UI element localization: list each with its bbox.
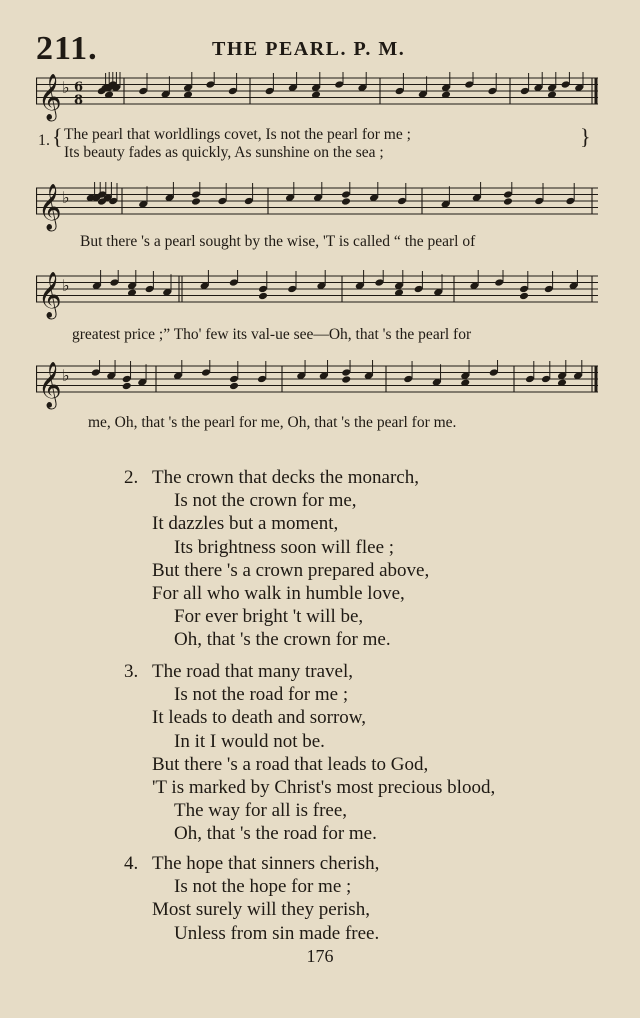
verse-line: In it I would not be. — [174, 730, 325, 752]
note-head — [519, 292, 529, 301]
treble-clef-icon: 𝄞 — [38, 74, 62, 120]
verse-line: The way for all is free, — [174, 800, 348, 822]
treble-clef-icon: 𝄞 — [38, 362, 62, 408]
verse-line: Its brightness soon will flee ; — [174, 536, 395, 558]
verse-line: Is not the road for me ; — [174, 684, 349, 706]
note-head — [503, 197, 513, 206]
time-signature-bottom: 8 — [74, 93, 84, 108]
brace-right: } — [580, 124, 591, 149]
music-system-3 — [36, 270, 602, 350]
note-head — [122, 382, 132, 391]
verse-line: It dazzles but a moment, — [152, 513, 339, 535]
verse-line: For all who walk in humble love, — [152, 583, 405, 605]
verse-line: The road that many travel, — [152, 661, 354, 682]
brace-left: { — [52, 124, 63, 149]
verse-3 — [124, 660, 495, 846]
verse-line: Oh, that 's the crown for me. — [174, 629, 391, 651]
treble-clef-icon: 𝄞 — [38, 272, 62, 318]
music-staff — [36, 72, 602, 122]
verse-number: 2. — [124, 467, 139, 488]
page-number: 176 — [306, 946, 334, 966]
verse-4 — [124, 852, 379, 945]
verse-line: The hope that sinners cherish, — [152, 853, 380, 874]
note-head — [191, 197, 201, 206]
music-system-1 — [36, 72, 602, 167]
verse-number: 4. — [124, 853, 139, 874]
music-system-2 — [36, 182, 602, 262]
music-staff — [36, 182, 602, 232]
note-head — [258, 292, 268, 301]
lyric-line-4: me, Oh, that 's the pearl for me, Oh, that 's the pearl for me. — [88, 414, 457, 431]
note-head — [341, 375, 351, 384]
hymn-header — [36, 30, 610, 70]
verse-line: Is not the hope for me ; — [174, 876, 352, 898]
verse-number: 3. — [124, 661, 139, 682]
hymn-number: 211. — [36, 30, 98, 67]
music-staff — [36, 270, 602, 320]
music-staff — [36, 360, 602, 410]
flat-sign-icon: ♭ — [62, 78, 70, 97]
verse-line: It leads to death and sorrow, — [152, 707, 367, 729]
lyric-line-1a: The pearl that worldlings covet, Is not the pearl for me ; — [64, 126, 411, 143]
flat-sign-icon: ♭ — [62, 276, 70, 295]
note-head — [229, 382, 239, 391]
verse-line: For ever bright 't will be, — [174, 606, 364, 628]
verse-line: Unless from sin made free. — [174, 922, 380, 944]
time-signature-top: 6 — [74, 80, 84, 95]
verse-line: But there 's a crown prepared above, — [152, 559, 430, 581]
verse-line: 'T is marked by Christ's most precious blood, — [152, 777, 496, 799]
verse-line: Oh, that 's the road for me. — [174, 823, 377, 845]
lyric-line-3: greatest price ;” Tho' few its val-ue see—Oh, that 's the pearl for — [72, 326, 472, 343]
verse-line: The crown that decks the monarch, — [152, 467, 419, 488]
lyric-line-1b: Its beauty fades as quickly, As sunshine on the sea ; — [64, 144, 384, 161]
verse-2 — [124, 466, 429, 652]
treble-clef-icon: 𝄞 — [38, 184, 62, 230]
lyric-line-2: But there 's a pearl sought by the wise, 'T is called “ the pearl of — [80, 233, 476, 250]
verse-line: But there 's a road that leads to God, — [152, 753, 429, 775]
verse-line: Is not the crown for me, — [174, 490, 357, 512]
verse-line: Most surely will they perish, — [152, 899, 370, 921]
note-head — [341, 197, 351, 206]
flat-sign-icon: ♭ — [62, 366, 70, 385]
flat-sign-icon: ♭ — [62, 188, 70, 207]
verse-label: 1. — [38, 132, 50, 149]
music-system-4 — [36, 360, 602, 440]
hymn-title: THE PEARL. P. M. — [212, 38, 406, 60]
